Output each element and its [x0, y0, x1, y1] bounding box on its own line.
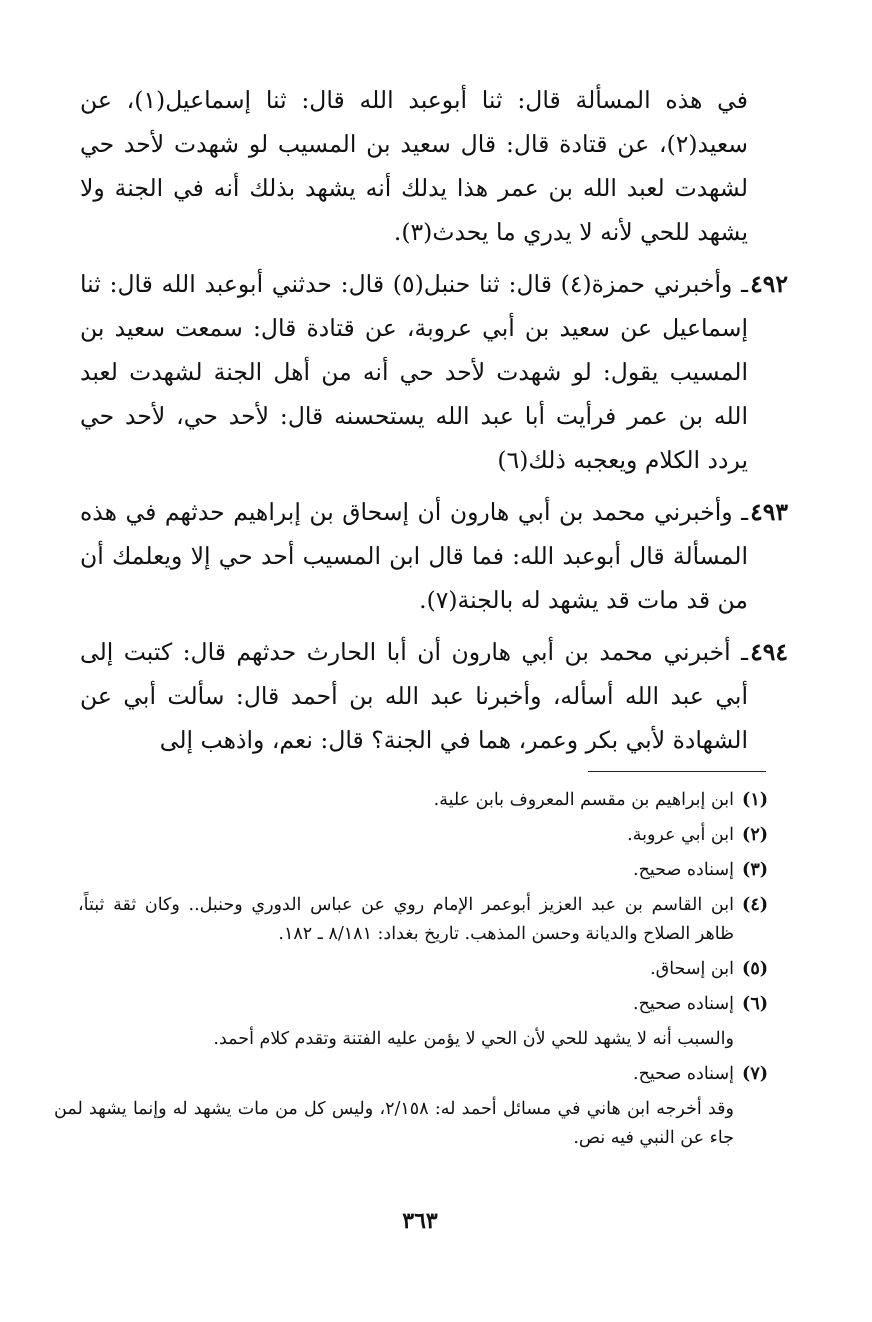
- footnote-number: (٢): [742, 825, 768, 845]
- footnote-7: [78, 1060, 768, 1089]
- entry-number: ٤٩٤: [750, 638, 788, 666]
- entry-number: ٤٩٣: [750, 498, 788, 526]
- footnote-number: (٤): [742, 895, 768, 915]
- entry-492: [80, 262, 788, 490]
- footnote-5: [78, 955, 768, 984]
- main-text: [80, 78, 788, 770]
- footnote-6: [78, 990, 768, 1019]
- entry-494: [80, 630, 788, 770]
- footnote-text: ابن إبراهيم بن مقسم المعروف بابن علية.: [433, 790, 734, 810]
- footnote-3: [78, 856, 768, 885]
- entry-number: ٤٩٢: [750, 270, 788, 298]
- footnote-6-comment: والسبب أنه لا يشهد للحي لأن الحي لا يؤمن عليه الفتنة وتقدم كلام أحمد.: [213, 1029, 734, 1049]
- intro-paragraph: في هذه المسألة قال: ثنا أبوعبد الله قال: ثنا إسماعيل(١)، عن سعيد(٢)، عن قتادة قال: قال سعيد بن المسيب لو شهدت لأحد حي لشهدت لعبد الله بن عمر هذا يدلك أنه يشهد بذلك أنه في الجنة ولا يشهد للحي لأنه لا يدري ما يحدث(٣).: [80, 86, 748, 246]
- footnote-number: (٥): [742, 959, 768, 979]
- entry-text: ـ وأخبرني محمد بن أبي هارون أن إسحاق بن إبراهيم حدثهم في هذه المسألة قال أبوعبد الله: فما قال ابن المسيب أحد حي إلا ويعلمك أن من قد مات قد يشهد له بالجنة(٧).: [80, 498, 748, 614]
- page-number: ٣٦٣: [402, 1208, 438, 1234]
- entry-text: ـ وأخبرني حمزة(٤) قال: ثنا حنبل(٥) قال: حدثني أبوعبد الله قال: ثنا إسماعيل عن سعيد بن أبي عروبة، عن قتادة قال: سمعت سعيد بن المسيب يقول: لو شهدت لأحد حي أنه من أهل الجنة لشهدت لعبد الله بن عمر فرأيت أبا عبد الله يستحسنه قال: لأحد حي، لأحد حي يردد الكلام ويعجبه ذلك(٦): [80, 270, 748, 474]
- footnote-2: [78, 821, 768, 850]
- footnotes: [54, 786, 768, 1159]
- footnote-number: (١): [742, 790, 768, 810]
- footnote-text: ابن إسحاق.: [650, 959, 734, 979]
- footnote-text: ابن أبي عروبة.: [627, 825, 734, 845]
- footnote-text: إسناده صحيح.: [633, 1064, 734, 1084]
- footnote-1: [78, 786, 768, 815]
- entry-text: ـ أخبرني محمد بن أبي هارون أن أبا الحارث حدثهم قال: كتبت إلى أبي عبد الله أسأله، وأخبرنا عبد الله بن أحمد قال: سألت أبي عن الشهادة لأبي بكر وعمر، هما في الجنة؟ قال: نعم، واذهب إلى: [80, 638, 748, 754]
- footnote-text: ابن القاسم بن عبد العزيز أبوعمر الإمام روي عن عباس الدوري وحنبل.. وكان ثقة ثبتاً، ظاهر الصلاح والديانة وحسن المذهب. تاريخ بغداد: ٨/١٨١ ـ ١٨٢.: [78, 895, 734, 944]
- footnote-text: إسناده صحيح.: [633, 994, 734, 1014]
- footnote-4: [78, 891, 768, 949]
- footnote-number: (٦): [742, 994, 768, 1014]
- footnote-text: إسناده صحيح.: [633, 860, 734, 880]
- footnote-separator: [588, 771, 766, 772]
- entry-493: [80, 490, 788, 630]
- footnote-number: (٣): [742, 860, 768, 880]
- footnote-number: (٧): [742, 1064, 768, 1084]
- footnote-7-comment: وقد أخرجه ابن هاني في مسائل أحمد له: ٢/١٥٨، وليس كل من مات يشهد له وإنما يشهد لمن جاء عن النبي فيه نص.: [54, 1099, 734, 1148]
